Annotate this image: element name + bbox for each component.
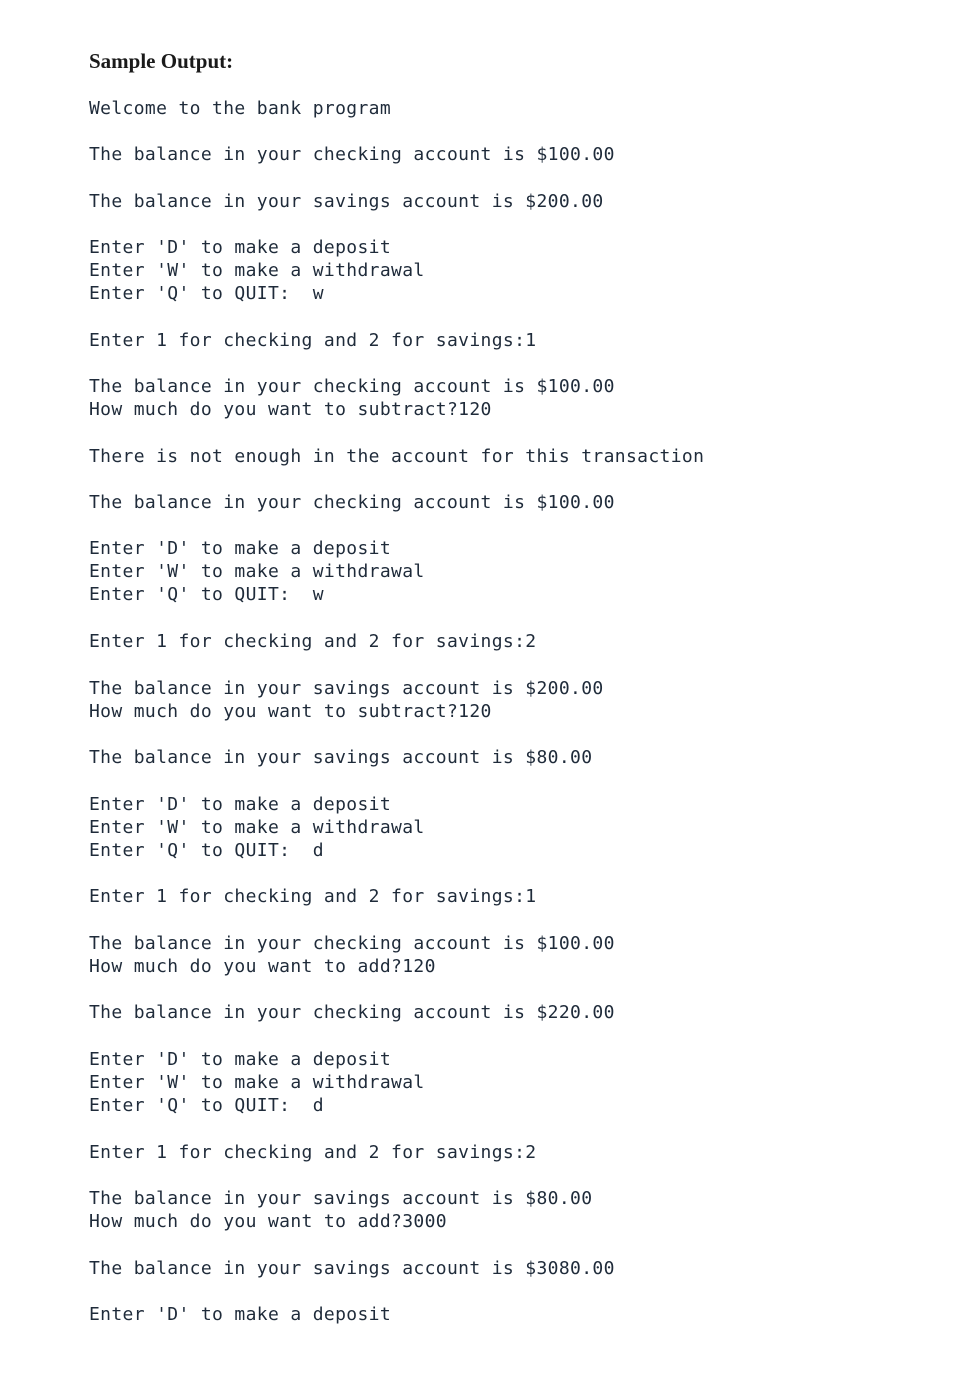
output-block [89, 885, 536, 908]
output-block [89, 143, 615, 166]
output-line: The balance in your savings account is $80.00 [89, 747, 593, 768]
output-line: The balance in your checking account is $100.00 [89, 933, 615, 954]
output-line: The balance in your savings account is $200.00 [89, 191, 604, 212]
output-line: Enter 'Q' to QUIT: d [89, 1095, 324, 1117]
output-line: Enter 1 for checking and 2 for savings:1 [89, 330, 537, 351]
output-line: Enter 'D' to make a deposit [89, 1049, 392, 1070]
output-line: How much do you want to add?120 [89, 956, 436, 978]
output-block [89, 1141, 536, 1164]
output-line: Enter 'D' to make a deposit [89, 237, 392, 258]
output-block [89, 1048, 425, 1118]
output-line: Enter 'W' to make a withdrawal [89, 1072, 425, 1094]
output-line: Enter 1 for checking and 2 for savings:1 [89, 886, 537, 907]
output-block [89, 1187, 592, 1233]
output-line: Enter 'D' to make a deposit [89, 538, 392, 559]
output-line: How much do you want to subtract?120 [89, 701, 492, 723]
output-line: Enter 'D' to make a deposit [89, 794, 392, 815]
output-line: There is not enough in the account for this transaction [89, 446, 705, 467]
output-line: Enter 1 for checking and 2 for savings:2 [89, 1142, 537, 1163]
section-heading: Sample Output: [89, 49, 234, 73]
output-block [89, 537, 425, 607]
output-line: The balance in your checking account is $100.00 [89, 376, 615, 397]
output-line: Enter 'W' to make a withdrawal [89, 817, 425, 839]
output-line: Enter 'D' to make a deposit [89, 1304, 392, 1325]
output-block [89, 1303, 391, 1326]
output-line: The balance in your savings account is $80.00 [89, 1188, 593, 1209]
output-block [89, 329, 536, 352]
output-block [89, 932, 615, 978]
output-line: Enter 'W' to make a withdrawal [89, 561, 425, 583]
output-line: How much do you want to add?3000 [89, 1211, 447, 1233]
output-block [89, 746, 592, 769]
output-block [89, 1257, 615, 1280]
output-line: The balance in your savings account is $200.00 [89, 678, 604, 699]
output-block [89, 1001, 615, 1024]
output-line: Welcome to the bank program [89, 98, 392, 119]
output-block [89, 793, 425, 863]
output-line: Enter 'Q' to QUIT: w [89, 584, 324, 606]
output-line: The balance in your checking account is $100.00 [89, 144, 615, 165]
output-block [89, 445, 704, 468]
output-block [89, 236, 425, 306]
output-line: Enter 'W' to make a withdrawal [89, 260, 425, 282]
output-block [89, 630, 536, 653]
output-block [89, 677, 604, 723]
output-line: How much do you want to subtract?120 [89, 399, 492, 421]
output-block [89, 491, 615, 514]
output-block [89, 190, 604, 213]
output-line: The balance in your checking account is $100.00 [89, 492, 615, 513]
output-line: Enter 'Q' to QUIT: d [89, 840, 324, 862]
output-block [89, 97, 391, 120]
output-line: The balance in your checking account is $220.00 [89, 1002, 615, 1023]
output-line: Enter 'Q' to QUIT: w [89, 283, 324, 305]
output-block [89, 375, 615, 421]
output-line: The balance in your savings account is $3080.00 [89, 1258, 615, 1279]
output-line: Enter 1 for checking and 2 for savings:2 [89, 631, 537, 652]
